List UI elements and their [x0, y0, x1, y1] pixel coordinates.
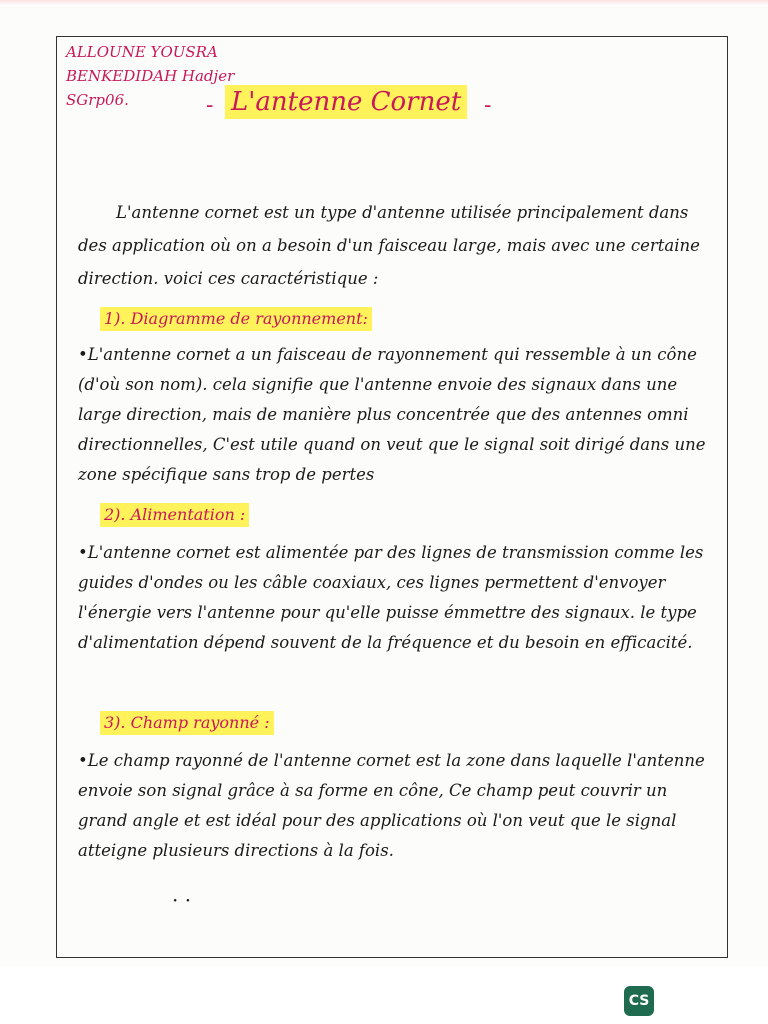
- trailing-dots: · ·: [172, 888, 192, 912]
- page-title: L'antenne Cornet: [225, 85, 467, 119]
- section-body-2: •L'antenne cornet est alimentée par des lignes de transmission comme les guides d'ondes ou les câble coaxiaux, ces lignes permettent d'envoyer l'énergie vers l'antenne pour qu'elle puisse émmettre des signaux. le type d'alimentation dépend souvent de la fréquence et du besoin en efficacité.: [78, 543, 704, 652]
- section-heading-2: 2). Alimentation :: [100, 503, 249, 527]
- section-heading-3: 3). Champ rayonné :: [100, 711, 274, 735]
- intro-paragraph: L'antenne cornet est un type d'antenne utilisée principalement dans des application où on a besoin d'un faisceau large, mais avec une certaine direction. voici ces caractéristique :: [78, 203, 700, 288]
- group-label: SGrp06.: [66, 91, 129, 109]
- author-name-2: BENKEDIDAH Hadjer: [66, 67, 235, 85]
- author-name-1: ALLOUNE YOUSRA: [66, 43, 218, 61]
- section-body-3: •Le champ rayonné de l'antenne cornet est la zone dans laquelle l'antenne envoie son signal grâce à sa forme en cône, Ce champ peut couvrir un grand angle et est idéal pour des applications où l'on veut que le signal atteigne plusieurs directions à la fois.: [78, 751, 705, 860]
- camscanner-logo: CS: [624, 986, 654, 1016]
- section-body-1: •L'antenne cornet a un faisceau de rayonnement qui ressemble à un cône (d'où son nom). cela signifie que l'antenne envoie des signaux dans une large direction, mais de manière plus concentrée que des antennes omni directionnelles, C'est utile quand on veut que le signal soit dirigé dans une zone spécifique sans trop de pertes: [78, 345, 706, 484]
- title-dash-right: -: [484, 93, 492, 118]
- title-dash-left: -: [206, 93, 214, 118]
- section-heading-1: 1). Diagramme de rayonnement:: [100, 307, 372, 331]
